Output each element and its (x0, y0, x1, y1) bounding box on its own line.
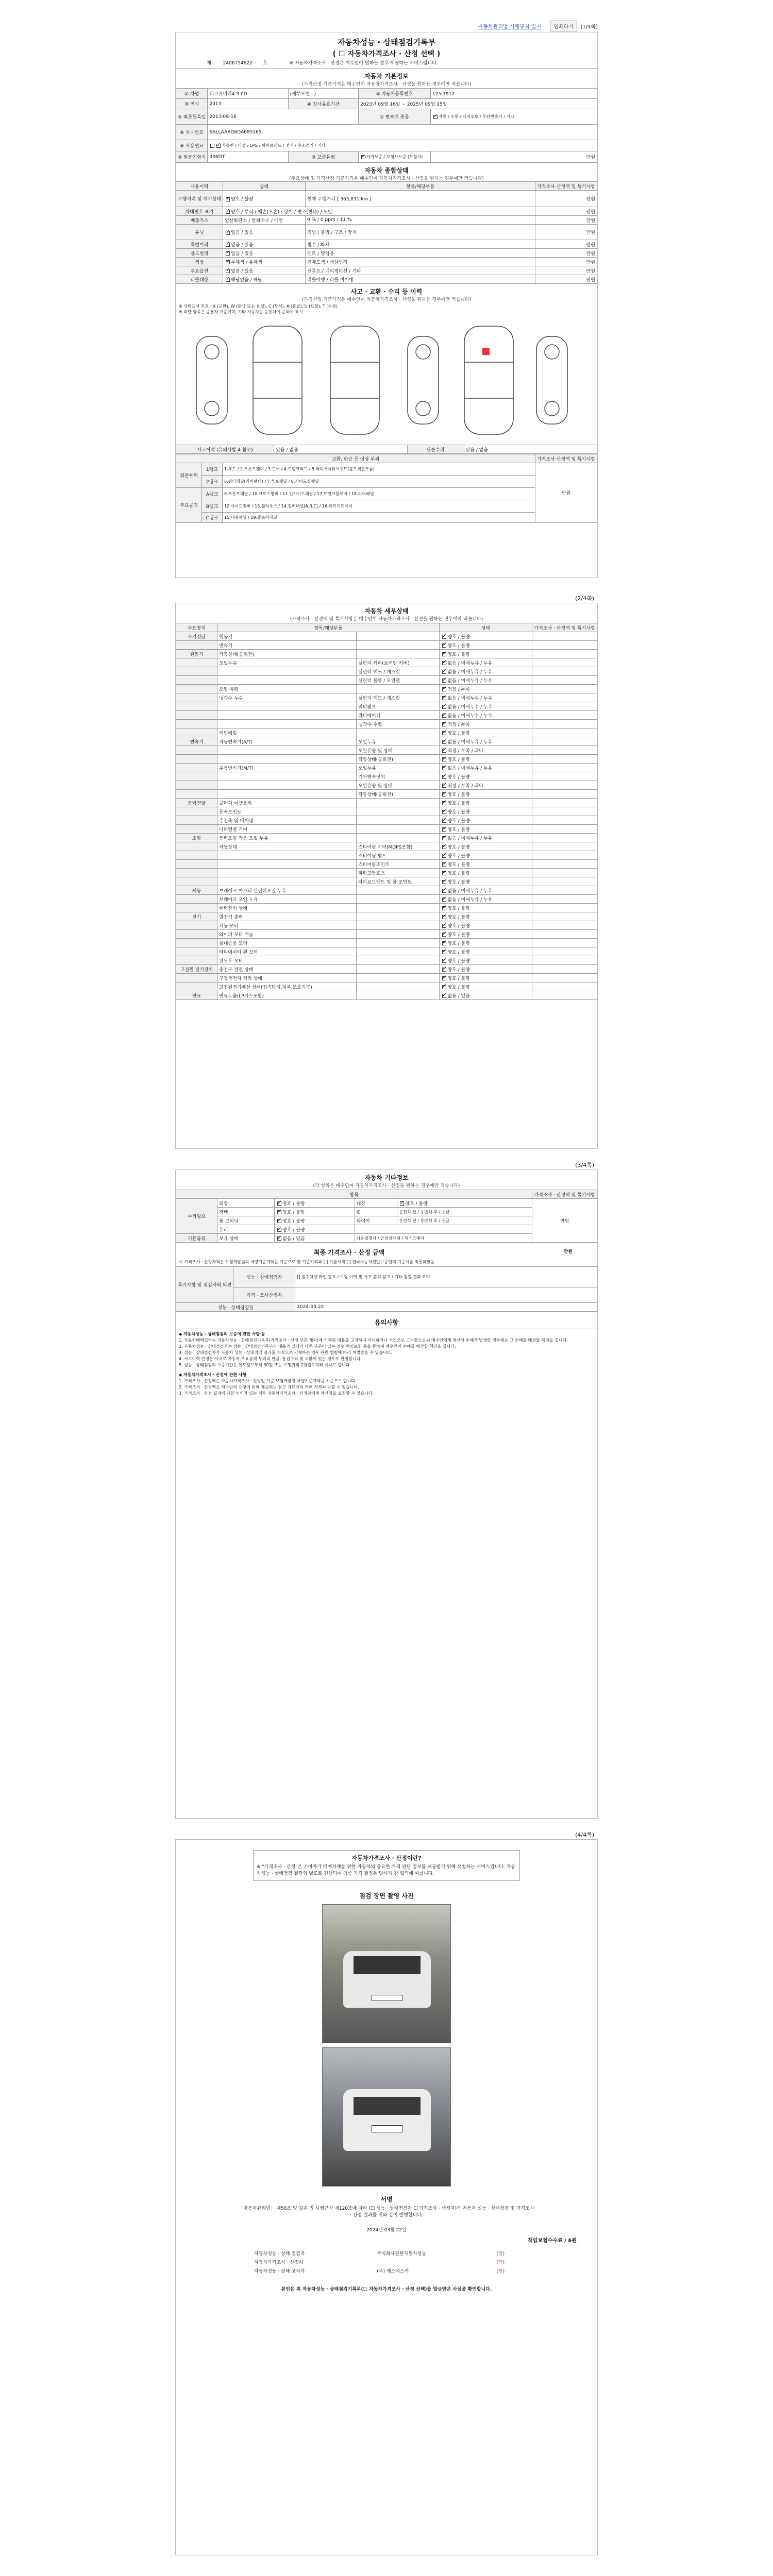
page-3 (175, 1162, 598, 1819)
basic-title: 자동차 기본정보 (364, 73, 409, 80)
sign-text: 「자동차관리법」 제58조 및 같은 법 시행규칙 제120조에 따라 (☐ 성능 · 상태점검자 ☐ 가격조사 · 산정자)가 자동차 성능 · 상태점검 및 가격조사 · 산정 결과를 위와 같이 발행합니다. (239, 2206, 534, 2218)
other-table: 항목 가격조사 · 산정액 및 특기사항 수리필요 외장 ✓ 양호 / 불량 내장 ✓ 양호 / 불량 만원 광택 ✓ 양호 / 불량 휠 운전석 전 / 동반석 후 / 응급 룸 크리닝 ✓ 양호 / 불량 타이어 운전석 전 / 동반석 후 / 응급 유리 ✓ 양호 / 불량 기본품목 보유 상태 ✓ 없음 / 있음 사용설명서 / 안전삼각대 / 잭 / 스패너 (176, 1190, 597, 1243)
detail-row: 스티어링 펌프 ✓ 양호 / 불량 (176, 851, 597, 860)
detail-row: 시동 모터 ✓ 양호 / 불량 (176, 921, 597, 930)
detail-row: 실내송풍 모터 ✓ 양호 / 불량 (176, 939, 597, 947)
detail-row: 오일 유량 ✓ 적정 / 부족 (176, 685, 597, 693)
detail-row: 등속조인트 ✓ 양호 / 불량 (176, 807, 597, 816)
doc-number: 제 2406754622 호 ※ 자동차가격조사 · 산정은 매수인이 원하는 경우 제공하는 서비스입니다. (207, 61, 438, 66)
detail-row: 변속기 ✓ 양호 / 불량 (176, 641, 597, 650)
accident-notes: ※ 상태표시 부호 : X (교환), W (판금 또는 용접), C (부식), A (흠집), U (요철), T (손상) ※ 하단 항목은 승용차 기준이며, 기타 자동차는 승용차에 준하여 표시 (179, 304, 338, 314)
page-4 (175, 1832, 598, 2555)
detail-row: 작동상태(공회전) ✓ 양호 / 불량 (176, 790, 597, 799)
signers: 자동차성능 · 상태 점검자 주식회사진한자동차성능 (인) 자동차가격조사 · 산정자 (인) 자동차성능 · 상태 고지자 (주) 에스에스카 (인) (254, 2251, 505, 2274)
detail-row: 원동기 작동상태(공회전) ✓ 양호 / 불량 (176, 650, 597, 658)
other-title: 자동차 기타정보 (364, 1174, 409, 1181)
doc-title: 자동차성능 · 상태점검기록부 (337, 38, 436, 47)
detail-row: 고전원 전기장치 충전구 절연 상태 ✓ 양호 / 불량 (176, 965, 597, 974)
detail-row: 자기진단 원동기 ✓ 양호 / 불량 (176, 632, 597, 641)
photo-title: 점검 장면 촬영 사진 (359, 1892, 414, 1900)
detail-row: 제동 브레이크 마스터 실린더오일 누유 ✓ 없음 / 미세누유 / 누유 (176, 886, 597, 895)
detail-row: 수동변속기(M/T) 오일누유 ✓ 없음 / 미세누유 / 누유 (176, 764, 597, 772)
detail-row: 오일유량 및 상태 ✓ 적정 / 부족 / 과다 (176, 781, 597, 790)
insurance-fee: 책임보험수수료 / 6원 (528, 2238, 577, 2244)
detail-row: 실린더 블록 / 오일팬 ✓ 없음 / 미세누유 / 누유 (176, 676, 597, 685)
accident-title: 사고 · 교환 · 수리 등 이력 (350, 288, 423, 295)
doc-subtitle: ( ☐ 자동차가격조사 · 산정 선택 ) (332, 50, 441, 58)
basic-sub: (가격산정 기준가격은 매수인이 자동차가격조사 · 산정을 원하는 경우에만 적습니다) (301, 82, 472, 87)
detail-row: 배력장치 상태 ✓ 양호 / 불량 (176, 904, 597, 912)
car-diagram (176, 316, 597, 445)
detail-row: 디퍼렌셜 기어 ✓ 양호 / 불량 (176, 825, 597, 834)
detail-row: 냉각수 수량 ✓ 적정 / 부족 (176, 720, 597, 728)
detail-row: 연료 연료누출(LP가스포함) ✓ 없음 / 있음 (176, 991, 597, 1000)
detail-row: 윈도우 모터 ✓ 양호 / 불량 (176, 956, 597, 965)
sign-title: 서명 (380, 2196, 393, 2203)
detail-row: 변속기 자동변속기(A/T) 오일누유 ✓ 없음 / 미세누유 / 누유 (176, 737, 597, 746)
detail-row: 동력전달 클러치 어셈블리 ✓ 양호 / 불량 (176, 799, 597, 807)
basic-table: ① 차명 디스커버리4 3.0D (세부모델 : ) ② 자동차등록번호 12도1912 ③ 연식 2013 ④ 검사유효기간 2023년 09월 16일 ~ 2025년 09월 15일 ⑤ 최초등록일 2013-09-16 ⑦ 변속기 종류 ✓ 자동 / 수동 / 세미오토 / 무단변속기 / 기타 ⑥ 차대번호 SALLAAAG6DA685165 ⑧ 사용연료 ✓ 가솔린 / 디젤 / LPG / 하이브리드 / 전기 / 수소전기 / 기타 ⑨ 원동기형식 306DT ⑩ 보증유형 ✓ 자가보증 / 보험사보증 (보험사) 만원 (176, 88, 597, 163)
detail-row: 커먼레일 ✓ 양호 / 불량 (176, 728, 597, 737)
detail-row: 기어변속장치 ✓ 양호 / 불량 (176, 772, 597, 781)
law-link[interactable]: 자동차관리법 시행규칙 별지 (478, 24, 541, 30)
detail-sub: (가격조사 · 산정액 및 특기사항은 매수인이 자동차가격조사 · 산정을 원하는 경우에만 적습니다) (290, 617, 483, 622)
footer-confirm: 본인은 위 자동차성능 · 상태점검기록부(☐ 자동차가격조사 · 산정 선택)를 발급받은 사실을 확인합니다. (281, 2287, 492, 2292)
inspection-photo-front (322, 1904, 451, 2043)
general-sub: (주요상태 및 가격산정 기준가격은 매수인이 자동차가격조사 · 산정을 원하는 경우에만 적습니다) (289, 176, 484, 181)
page-2 (175, 595, 598, 1149)
detail-row: 오일누유 실린더 커버(로커암 커버) ✓ 없음 / 미세누유 / 누유 (176, 658, 597, 667)
accident-table: 사고이력 (유의사항 4 참조) 있음 / 없음 단순수리 있음 / 없음 (176, 445, 597, 454)
detail-row: 냉각수 누수 실린더 헤드 / 개스킷 ✓ 없음 / 미세누수 / 누수 (176, 693, 597, 702)
sign-date: 2024년 03월 22일 (366, 2228, 407, 2233)
detail-row: 실린더 헤드 / 개스킷 ✓ 없음 / 미세누유 / 누유 (176, 667, 597, 676)
accident-sub: (가격산정 기준가격은 매수인이 자동차가격조사 · 산정을 원하는 경우에만 적습니다) (301, 297, 472, 302)
detail-title: 자동차 세부상태 (364, 607, 409, 615)
print-button[interactable]: 인쇄하기 (550, 21, 577, 31)
page-1 (175, 32, 598, 578)
detail-row: 오일유량 및 상태 ✓ 적정 / 부족 / 과다 (176, 746, 597, 755)
detail-row: 조향 동력조향 작동 오일 누유 ✓ 없음 / 미세누유 / 누유 (176, 834, 597, 842)
detail-row: 전기 발전기 출력 ✓ 양호 / 불량 (176, 912, 597, 921)
detail-row: 와이퍼 모터 기능 ✓ 양호 / 불량 (176, 930, 597, 939)
price-info-box: 자동차가격조사 · 산정이란? ※ "가격조사 · 산정"은 소비자가 매매거래를 위한 자동차의 중요한 가격 판단 정보를 제공받기 위해 요청하는 서비스입니다. 자동차성능 · 상태점검 결과와 별도로 진행되며 최종 가격 결정은 당사자 간 협의에 따릅니다. (253, 1850, 520, 1881)
price-table: 특기사항 및 점검자의 의견 성능 · 상태점검자 [] 침수차량 확인 필요 / 보험 이력 및 사고 흔적 참고 / 기타 점검 결과 요약 가격 · 조사산정자 성능 · 상태점검일 2024-03-22 (176, 1266, 597, 1312)
detail-row: 라디에이터 ✓ 없음 / 미세누수 / 누수 (176, 711, 597, 720)
price-note: 이 가격조사 · 산정가격은 보험개발원의 차량기준가액을 기준으로 한 기준가격과 [ ] 기술사회 [ ] 한국자동차진단보증협회 기준서를 적용하였음 (179, 1260, 435, 1264)
page-4-number: (4/4쪽) (575, 1832, 594, 1838)
detail-row: 추진축 및 베어링 ✓ 양호 / 불량 (176, 816, 597, 825)
detail-row: 브레이크 오일 누유 ✓ 없음 / 미세누유 / 누유 (176, 895, 597, 904)
detail-row: 스티어링조인트 ✓ 양호 / 불량 (176, 860, 597, 869)
page-2-number: (2/4쪽) (575, 595, 594, 602)
detail-row: 고전원전기배선 상태(접속단자,피복,보호기구) ✓ 양호 / 불량 (176, 982, 597, 991)
detail-row: 타이로드엔드 및 볼 조인트 ✓ 양호 / 불량 (176, 877, 597, 886)
detail-row: 구동축전지 격리 상태 ✓ 양호 / 불량 (176, 974, 597, 982)
inspection-photo-rear (322, 2047, 451, 2187)
other-sub: (각 항목은 매수인이 자동차가격조사 · 산정을 원하는 경우에만 적습니다) (313, 1183, 460, 1189)
exchange-table: 교환, 판금 등 이상 부위 가격조사·산정액 및 특기사항 외판부위 1랭크 1.후드 / 2.프론트펜더 / 3.도어 / 4.트렁크리드 / 5.라디에이터서포트(볼트체결부품) 만원 2랭크 6.쿼터패널(리어펜더) / 7.루프패널 / 8.사이드실패널 주요골격 A랭크 9.프론트패널 / 10.크로스멤버 / 11.인사이드패널 / 17.트렁크플로어 / 18.리어패널 B랭크 12.사이드멤버 / 13.휠하우스 / 14.필러패널(A,B,C) / 16.패키지트레이 C랭크 15.대쉬패널 / 19.플로어패널 (176, 454, 597, 523)
caution-body: ◆ 자동차성능 · 상태점검의 보증에 관한 사항 등 1. 자동차매매업자는 자동차성능 · 상태점검기록부(가격조사 · 산정 부분 제외)에 기재된 내용을 고지하지 아니하거나 거짓으로 고지함으로써 매수인에게 재산상 손해가 발생한 경우에는 그 손해를 배상할 책임을 집니다. 2. 자동차성능 · 상태점검자는 성능 · 상태점검기록부의 내용과 실제가 다른 부분이 있는 경우 책임보험 등을 통하여 매수인의 손해를 배상할 책임을 집니다. 3. 성능 · 상태점검자가 자동차 성능 · 상태점검 결과를 거짓으로 기재하는 경우 관련 법령에 따라 처벌받을 수 있습니다. 4. 사고이력 인정은 사고로 자동차 주요골격 부위의 판금, 용접수리 및 교환이 있는 경우로 한정합니다. 5. 성능 · 상태점검의 보증기간은 인도일로부터 30일 또는 주행거리 2천킬로미터 이내로 합니다. ◆ 자동차가격조사 · 산정에 관한 사항 1. 가격조사 · 산정액은 자동차가격조사 · 산정일 기준 보험개발원 차량기준가액을 기준으로 합니다. 2. 가격조사 · 산정액은 매수인의 요청에 의해 제공되는 참고 자료이며 거래 가격과 다를 수 있습니다. 3. 가격조사 · 산정 결과에 대한 이의가 있는 경우 자동차가격조사 · 산정자에게 재산정을 요청할 수 있습니다. (179, 1332, 568, 1396)
detail-table: 주요장치 항목/해당부품 상태 가격조사 · 산정액 및 특기사항 자기진단 원동기 ✓ 양호 / 불량 변속기 ✓ 양호 / 불량 원동기 작동상태(공회전) ✓ 양호 / 불량 오일누유 실린더 커버(로커암 커버) ✓ 없음 / 미세누유 / 누유 실린더 헤드 / 개스킷 ✓ 없음 / 미세누유 / 누유 실린더 블록 / 오일팬 ✓ 없음 / 미세누유 / 누유 오일 유량 ✓ 적정 / 부족 냉각수 누수 실린더 헤드 / 개스킷 ✓ 없음 / 미세누수 / 누수 워터펌프 ✓ 없음 / 미세누수 / 누수 라디에이터 ✓ 없음 / 미세누수 / 누수 냉각수 수량 ✓ 적정 / 부족 커먼레일 ✓ 양호 / 불량 변속기 자동변속기(A/T) 오일누유 ✓ 없음 / 미세누유 / 누유 오일유량 및 상태 ✓ 적정 / 부족 / 과다 작동상태(공회전) ✓ 양호 / 불량 수동변속기(M/T) 오일누유 ✓ 없음 / 미세누유 / 누유 기어변속장치 ✓ 양호 / 불량 오일유량 및 상태 ✓ 적정 / 부족 / 과다 작동상태(공회전) ✓ 양호 / 불량 동력전달 클러치 어셈블리 ✓ 양호 / 불량 등속조인트 ✓ 양호 / 불량 추진축 및 베어링 ✓ 양호 / 불량 디퍼렌셜 기어 ✓ 양호 / 불량 조향 동력조향 작동 오일 누유 ✓ 없음 / 미세누유 / 누유 작동상태 스티어링 기어(MDPS포함) ✓ 양호 / 불량 스티어링 펌프 ✓ 양호 / 불량 스티어링조인트 ✓ 양호 / 불량 파워고압호스 ✓ 양호 / 불량 타이로드엔드 및 볼 조인트 ✓ 양호 / 불량 제동 브레이크 마스터 실린더오일 누유 ✓ 없음 / 미세누유 / 누유 브레이크 오일 누유 ✓ 없음 / 미세누유 / 누유 배력장치 상태 ✓ 양호 / 불량 전기 발전기 출력 ✓ 양호 / 불량 시동 모터 ✓ 양호 / 불량 와이퍼 모터 기능 ✓ 양호 / 불량 실내송풍 모터 ✓ 양호 / 불량 라디에이터 팬 모터 ✓ 양호 / 불량 윈도우 모터 ✓ 양호 / 불량 고전원 전기장치 충전구 절연 상태 ✓ 양호 / 불량 구동축전지 격리 상태 ✓ 양호 / 불량 고전원전기배선 상태(접속단자,피복,보호기구) ✓ 양호 / 불량 연료 연료누출(LP가스포함) ✓ 없음 / 있음 (176, 623, 597, 1000)
price-header: 최종 가격조사 · 산정 금액 만원 (314, 1249, 573, 1256)
general-table: 사용이력 상태 항목/해당부품 가격조사·산정액 및 특기사항 주행거리 및 계기상태 ✓ 양호 / 불량 현재 주행거리 [ 363,831 km ] 만원 차대번호 표기 ✓ 양호 / 부식 / 훼손(오손) / 상이 / 변조(변타) / 도말 만원 배출가스 일산화탄소 / 탄화수소 / 매연 0 % / 0 ppm / 11 % 만원 튜닝 ✓ 없음 / 있음 적법 / 불법 / 구조 / 장치 만원 특별이력 ✓ 없음 / 있음 침수 / 화재 만원 용도변경 ✓ 없음 / 있음 렌트 / 영업용 만원 색상 ✓ 무채색 / 유채색 전체도색 / 색상변경 만원 주요옵션 ✓ 없음 / 있음 선루프 / 네비게이션 / 기타 만원 리콜대상 ✓ 해당없음 / 해당 리콜이행 / 리콜 미이행 만원 (176, 181, 597, 284)
detail-row: 작동상태 스티어링 기어(MDPS포함) ✓ 양호 / 불량 (176, 842, 597, 851)
page-number: (1/4쪽) (580, 24, 598, 30)
caution-title: 유의사항 (176, 1312, 597, 1329)
detail-row: 라디에이터 팬 모터 ✓ 양호 / 불량 (176, 947, 597, 956)
detail-row: 작동상태(공회전) ✓ 양호 / 불량 (176, 755, 597, 764)
page-3-number: (3/4쪽) (575, 1162, 594, 1168)
top-bar (175, 20, 598, 32)
detail-row: 워터펌프 ✓ 없음 / 미세누수 / 누수 (176, 702, 597, 711)
detail-row: 파워고압호스 ✓ 양호 / 불량 (176, 869, 597, 877)
general-title: 자동차 종합상태 (364, 167, 409, 174)
